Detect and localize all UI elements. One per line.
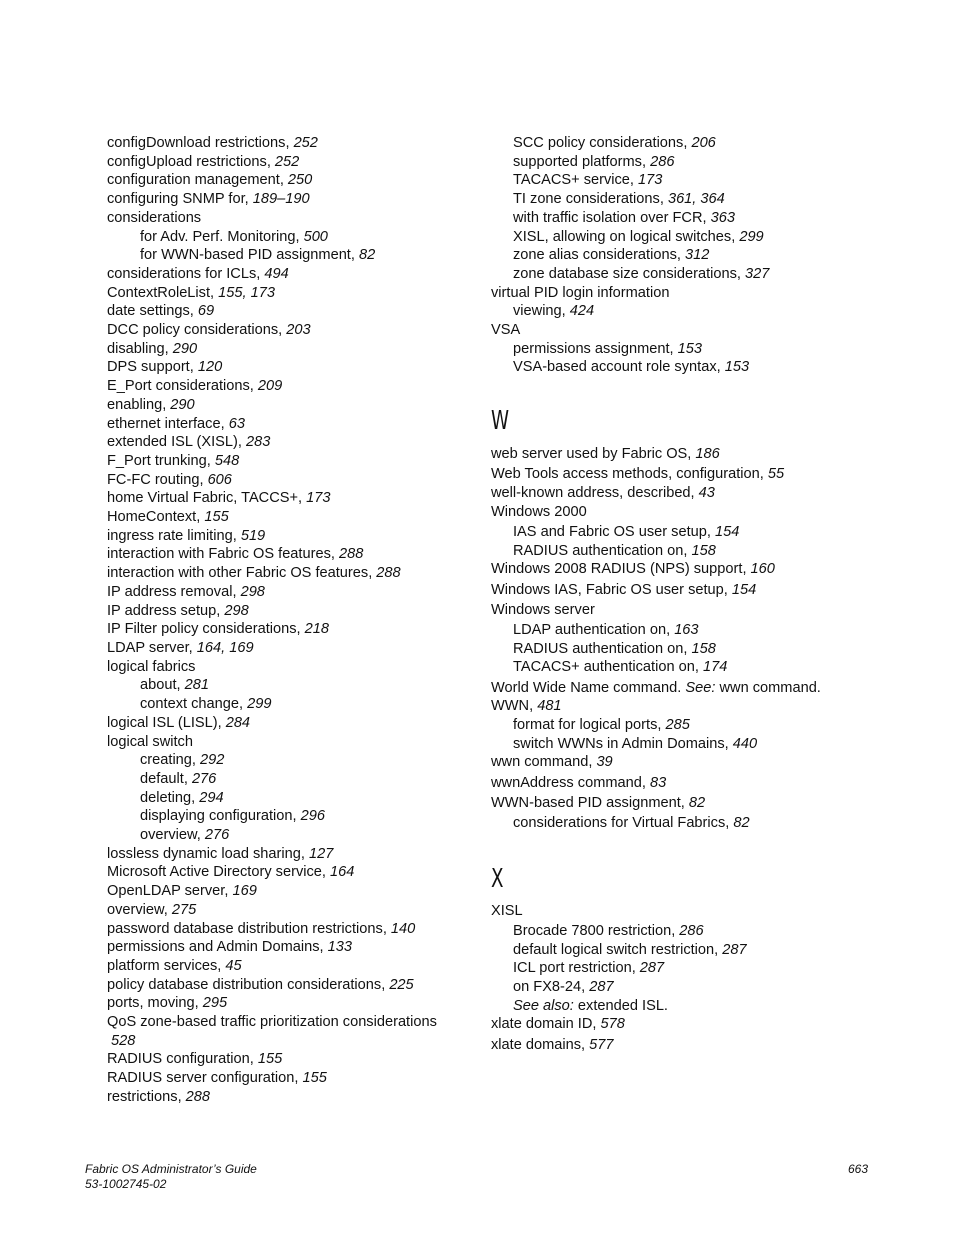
index-term: extended ISL (XISL)	[107, 434, 238, 451]
index-term: SCC policy considerations	[513, 135, 684, 151]
section-x-entries	[491, 902, 841, 1055]
index-page-reference: 276	[204, 827, 230, 844]
index-page-reference: 153	[677, 340, 703, 357]
index-term: for Adv. Perf. Monitoring	[140, 228, 296, 245]
index-page-reference: 154	[731, 581, 757, 598]
index-entry: E_Port considerations, 209	[107, 378, 283, 395]
index-entry: IP address removal, 298	[107, 583, 265, 600]
index-subentry: XISL, allowing on logical switches, 299	[513, 228, 764, 245]
index-page-reference: 286	[679, 922, 704, 939]
index-entry	[491, 902, 841, 921]
index-term: LDAP authentication on	[513, 621, 667, 638]
index-entry: extended ISL (XISL), 283	[107, 434, 271, 451]
index-page-reference: 120	[197, 359, 223, 376]
index-entry: interaction with Fabric OS features, 288	[107, 546, 364, 563]
index-page-reference: 361, 364	[667, 191, 725, 208]
index-term: policy database distribution considerations	[107, 976, 382, 993]
index-page-reference: 140	[390, 920, 416, 937]
index-subentry: ICL port restriction, 287	[513, 960, 665, 977]
index-page-reference: 69	[197, 303, 215, 320]
index-entry: well-known address, described, 43	[491, 485, 715, 502]
index-page-reference: 252	[293, 135, 318, 151]
index-term: lossless dynamic load sharing	[107, 845, 301, 862]
index-term: enabling	[107, 396, 163, 413]
index-subentry: TI zone considerations, 361, 364	[513, 191, 725, 208]
index-subentry: format for logical ports, 285	[513, 716, 690, 733]
index-page-reference: 288	[338, 546, 364, 563]
index-term: considerations for Virtual Fabrics	[513, 815, 726, 831]
index-term: XISL, allowing on logical switches	[513, 228, 732, 245]
index-subentry	[491, 997, 841, 1016]
index-page-reference: 295	[202, 995, 228, 1012]
index-term: logical fabrics	[107, 658, 196, 675]
index-page-reference: 299	[247, 696, 272, 713]
index-term: F_Port trunking	[107, 452, 207, 469]
index-page-reference: 290	[170, 396, 195, 413]
index-page-reference: 153	[724, 359, 750, 376]
index-term: default logical switch restriction	[513, 941, 715, 958]
index-page-reference: 127	[308, 845, 334, 862]
index-page-reference: 299	[739, 228, 764, 245]
index-page-reference: 133	[327, 939, 352, 956]
index-entry: F_Port trunking, 548	[107, 452, 240, 469]
index-entry: IP Filter policy considerations, 218	[107, 621, 330, 638]
index-term: deleting	[140, 789, 192, 806]
index-term: HomeContext	[107, 509, 197, 526]
index-entry: DCC policy considerations, 203	[107, 322, 311, 339]
see-reference-label: See:	[685, 679, 716, 696]
index-entry: Windows 2008 RADIUS (NPS) support, 160	[491, 561, 775, 578]
index-term: E_Port considerations	[107, 378, 250, 395]
index-term: RADIUS authentication on	[513, 640, 684, 657]
index-term: wwnAddress command	[491, 774, 642, 791]
index-entry	[491, 503, 841, 522]
index-entry: RADIUS configuration, 155	[107, 1051, 283, 1068]
index-entry: DPS support, 120	[107, 359, 223, 376]
index-column-right	[491, 134, 841, 1054]
index-page-reference: 284	[225, 714, 251, 731]
index-entry: ports, moving, 295	[107, 995, 228, 1012]
index-page-reference: 186	[695, 446, 720, 463]
index-term: OpenLDAP server	[107, 883, 225, 900]
index-page-reference: 155	[257, 1051, 283, 1068]
index-entry: interaction with other Fabric OS features, 288	[107, 565, 401, 582]
index-term: XISL	[491, 902, 523, 919]
index-entry: RADIUS server configuration, 155	[107, 1070, 327, 1087]
index-term: Windows server	[491, 601, 595, 618]
index-term: QoS zone-based traffic prioritization considerations	[107, 1014, 437, 1031]
index-term: WWN	[491, 698, 530, 715]
index-subentry: supported platforms, 286	[513, 153, 675, 170]
index-page-reference: 294	[199, 789, 224, 806]
index-page-reference: 218	[304, 621, 330, 638]
index-entry: logical ISL (LISL), 284	[107, 714, 251, 731]
index-page-reference: 500	[303, 228, 328, 245]
index-term: IP address removal	[107, 583, 233, 600]
index-term: IP address setup	[107, 602, 217, 619]
index-page-reference: 55	[767, 466, 785, 483]
index-entry	[107, 209, 457, 228]
footer-guide-title: Fabric OS Administrator’s Guide	[85, 1162, 257, 1176]
index-term: context change	[140, 696, 239, 713]
index-page-reference: 298	[240, 583, 265, 600]
index-entry	[107, 658, 457, 677]
index-page-reference: 155, 173	[218, 284, 275, 301]
index-entry: WWN-based PID assignment, 82	[491, 794, 706, 811]
index-term: ethernet interface	[107, 415, 221, 432]
index-term: RADIUS configuration	[107, 1051, 250, 1068]
index-entry	[107, 1032, 457, 1051]
index-page-reference: 82	[688, 794, 706, 811]
index-page-reference: 43	[698, 485, 715, 502]
index-entry: restrictions, 288	[107, 1088, 211, 1105]
index-term: platform services	[107, 957, 218, 974]
index-term: VSA	[491, 322, 521, 339]
section-w-entries	[491, 445, 841, 833]
index-term: configDownload restrictions	[107, 135, 286, 151]
index-page-reference: 83	[649, 774, 667, 791]
index-term: zone database size considerations	[513, 265, 737, 282]
index-continued-entries	[491, 134, 841, 377]
index-entry	[107, 1013, 457, 1032]
index-term: IAS and Fabric OS user setup	[513, 523, 707, 540]
index-subentry: about, 281	[140, 677, 209, 694]
index-entry	[491, 601, 841, 620]
index-term: TACACS+ service	[513, 172, 630, 189]
index-subentry: for WWN-based PID assignment, 82	[140, 247, 376, 264]
index-entry: disabling, 290	[107, 340, 198, 357]
index-page-reference: 424	[569, 303, 595, 320]
index-term: format for logical ports	[513, 716, 658, 733]
index-subentry: switch WWNs in Admin Domains, 440	[513, 735, 758, 752]
index-page-reference: 494	[264, 265, 289, 282]
index-entry: HomeContext, 155	[107, 509, 229, 526]
index-entry: permissions and Admin Domains, 133	[107, 939, 352, 956]
index-entry: ingress rate limiting, 519	[107, 527, 266, 544]
index-page-reference: 82	[358, 247, 376, 264]
index-term: configuring SNMP for	[107, 191, 245, 208]
index-entry: password database distribution restrictions, 140	[107, 920, 416, 937]
index-subentry: creating, 292	[140, 752, 225, 769]
index-page-reference: 298	[224, 602, 249, 619]
index-page-reference: 287	[589, 979, 614, 996]
index-term: DPS support	[107, 359, 190, 376]
index-page-reference: 519	[240, 527, 266, 544]
index-entry: configuring SNMP for, 189–190	[107, 191, 310, 208]
index-term: RADIUS server configuration	[107, 1070, 295, 1087]
index-term: FC-FC routing	[107, 471, 200, 488]
index-term: DCC policy considerations	[107, 322, 279, 339]
index-entry: Microsoft Active Directory service, 164	[107, 864, 355, 881]
index-page-reference: 276	[191, 770, 217, 787]
index-term: ICL port restriction	[513, 960, 632, 977]
index-entry: overview, 275	[107, 901, 197, 918]
index-page-reference: 312	[684, 247, 710, 264]
index-term: LDAP server	[107, 639, 189, 656]
index-subentry: context change, 299	[140, 696, 272, 713]
index-subentry: for Adv. Perf. Monitoring, 500	[140, 228, 328, 245]
index-subentry: viewing, 424	[513, 303, 595, 320]
index-page-reference: 283	[246, 434, 271, 451]
index-term: Brocade 7800 restriction	[513, 922, 672, 939]
index-term: VSA-based account role syntax	[513, 359, 717, 376]
index-term: considerations	[107, 209, 202, 226]
index-entry	[491, 284, 841, 303]
index-term: xlate domains	[491, 1036, 582, 1053]
index-entry: configuration management, 250	[107, 172, 313, 189]
index-term: ContextRoleList	[107, 284, 211, 301]
index-page-reference: 548	[214, 452, 240, 469]
index-term: wwn command	[491, 754, 589, 771]
page-footer-left	[85, 1162, 257, 1192]
index-entry: xlate domain ID, 578	[491, 1016, 625, 1033]
see-reference-target: extended ISL.	[577, 997, 668, 1014]
index-term: Web Tools access methods, configuration	[491, 466, 760, 483]
index-term: overview	[107, 901, 164, 918]
section-letter-x: X	[491, 863, 504, 894]
index-term: about	[140, 677, 177, 694]
index-page-reference: 63	[228, 415, 245, 432]
index-term: WWN-based PID assignment	[491, 794, 681, 811]
index-subentry: LDAP authentication on, 163	[513, 621, 699, 638]
index-term: password database distribution restrictions	[107, 920, 383, 937]
index-page-reference: 160	[750, 561, 775, 578]
index-term: well-known address, described	[491, 485, 691, 502]
index-page-reference: 285	[665, 716, 690, 733]
index-term: interaction with other Fabric OS features	[107, 565, 369, 582]
index-term: TI zone considerations	[513, 191, 660, 208]
index-subentry: TACACS+ service, 173	[513, 172, 663, 189]
index-entry: policy database distribution considerations, 225	[107, 976, 414, 993]
index-entry	[491, 321, 841, 340]
index-page-reference: 82	[733, 815, 750, 831]
index-term: switch WWNs in Admin Domains	[513, 735, 725, 752]
index-entry: ethernet interface, 63	[107, 415, 245, 432]
index-entry: wwn command, 39	[491, 754, 613, 771]
index-term: Microsoft Active Directory service	[107, 864, 322, 881]
index-page-reference: 206	[691, 135, 716, 151]
index-page-reference: 292	[200, 752, 225, 769]
index-page-reference: 528	[111, 1032, 136, 1049]
index-term: on FX8-24	[513, 979, 582, 996]
index-entry: FC-FC routing, 606	[107, 471, 232, 488]
index-term: disabling	[107, 340, 165, 357]
index-term: interaction with Fabric OS features	[107, 546, 331, 563]
index-term: permissions assignment	[513, 340, 670, 357]
index-entry: IP address setup, 298	[107, 602, 249, 619]
index-page-reference: 173	[306, 490, 331, 507]
index-subentry: with traffic isolation over FCR, 363	[513, 209, 735, 226]
index-page-reference: 363	[710, 209, 735, 226]
index-term: World Wide Name command.	[491, 679, 682, 696]
index-page-reference: 154	[714, 523, 740, 540]
index-entry: configDownload restrictions, 252	[107, 135, 318, 151]
index-subentry: default, 276	[140, 770, 217, 787]
index-subentry: TACACS+ authentication on, 174	[513, 659, 728, 676]
index-term: zone alias considerations	[513, 247, 677, 264]
index-term: viewing	[513, 303, 562, 320]
index-page-reference: 174	[702, 659, 728, 676]
index-page-reference: 158	[691, 542, 716, 559]
index-term: supported platforms	[513, 153, 642, 170]
index-entry: date settings, 69	[107, 303, 215, 320]
footer-doc-number: 53-1002745-02	[85, 1177, 167, 1191]
index-term: TACACS+ authentication on	[513, 659, 695, 676]
index-subentry: IAS and Fabric OS user setup, 154	[513, 523, 740, 540]
index-entry: ContextRoleList, 155, 173	[107, 284, 275, 301]
index-page-reference: 45	[225, 957, 242, 974]
section-letter-w: W	[491, 406, 510, 437]
index-page-reference: 164	[330, 864, 355, 881]
index-term: web server used by Fabric OS	[491, 446, 688, 463]
index-subentry: default logical switch restriction, 287	[513, 941, 747, 958]
index-entry: platform services, 45	[107, 957, 242, 974]
index-page-reference: 286	[650, 153, 675, 170]
index-term: restrictions	[107, 1088, 178, 1105]
index-column-left	[107, 134, 457, 1107]
index-page-reference: 189–190	[252, 191, 310, 208]
index-term: Windows IAS, Fabric OS user setup	[491, 581, 724, 598]
index-page-reference: 169	[232, 883, 257, 900]
index-entry: lossless dynamic load sharing, 127	[107, 845, 334, 862]
index-entry: xlate domains, 577	[491, 1036, 614, 1053]
index-subentry: VSA-based account role syntax, 153	[513, 359, 750, 376]
index-page-reference: 252	[274, 153, 300, 170]
index-entry: configUpload restrictions, 252	[107, 153, 300, 170]
index-term: for WWN-based PID assignment	[140, 247, 351, 264]
index-page-reference: 288	[185, 1088, 211, 1105]
index-page-reference: 281	[184, 677, 209, 694]
index-subentry: displaying configuration, 296	[140, 808, 325, 825]
index-subentry: Brocade 7800 restriction, 286	[513, 922, 704, 939]
index-page-reference: 275	[171, 901, 197, 918]
index-term: RADIUS authentication on	[513, 542, 684, 559]
index-page-reference: 296	[300, 808, 325, 825]
index-term: creating	[140, 752, 192, 769]
footer-page-number: 663	[848, 1162, 869, 1176]
index-subentry: zone alias considerations, 312	[513, 247, 710, 264]
index-term: IP Filter policy considerations	[107, 621, 297, 638]
index-term: logical switch	[107, 733, 193, 750]
index-term: xlate domain ID	[491, 1016, 593, 1033]
index-term: displaying configuration	[140, 808, 293, 825]
index-page-reference: 440	[732, 735, 758, 752]
index-term: date settings	[107, 303, 190, 320]
index-entry: enabling, 290	[107, 396, 195, 413]
index-subentry: permissions assignment, 153	[513, 340, 703, 357]
index-entry: OpenLDAP server, 169	[107, 883, 257, 900]
index-term: considerations for ICLs	[107, 265, 257, 282]
see-reference-label: See also:	[513, 997, 574, 1014]
index-page-reference: 327	[745, 265, 770, 282]
index-subentry: considerations for Virtual Fabrics, 82	[513, 815, 750, 831]
index-term: configuration management	[107, 172, 280, 189]
index-term: ingress rate limiting	[107, 527, 233, 544]
index-page-reference: 163	[674, 621, 699, 638]
index-entry: LDAP server, 164, 169	[107, 639, 254, 656]
index-entry: wwnAddress command, 83	[491, 774, 667, 791]
index-page-reference: 481	[537, 698, 562, 715]
index-subentry: RADIUS authentication on, 158	[513, 542, 716, 559]
index-page-reference: 290	[172, 340, 198, 357]
index-page-reference: 577	[589, 1036, 614, 1053]
see-reference-target: wwn command.	[719, 679, 821, 696]
index-term: overview	[140, 827, 197, 844]
index-page-reference: 225	[389, 976, 414, 993]
index-page-reference: 606	[207, 471, 232, 488]
index-entry	[107, 733, 457, 752]
index-entry: home Virtual Fabric, TACCS+, 173	[107, 490, 331, 507]
index-entry: web server used by Fabric OS, 186	[491, 446, 720, 463]
index-page-reference: 203	[286, 322, 311, 339]
index-subentry: deleting, 294	[140, 789, 224, 806]
index-page-reference: 39	[596, 754, 613, 771]
index-page-reference: 288	[376, 565, 401, 582]
index-term: configUpload restrictions	[107, 153, 267, 170]
index-subentry: zone database size considerations, 327	[513, 265, 770, 282]
index-subentry: RADIUS authentication on, 158	[513, 640, 716, 657]
index-page-reference: 578	[600, 1016, 625, 1033]
index-subentry: SCC policy considerations, 206	[513, 135, 716, 151]
index-term: logical ISL (LISL)	[107, 714, 218, 731]
index-page-reference: 173	[638, 172, 663, 189]
index-term: virtual PID login information	[491, 284, 670, 301]
index-term: permissions and Admin Domains	[107, 939, 320, 956]
index-term: home Virtual Fabric, TACCS+	[107, 490, 299, 507]
index-entry: WWN, 481	[491, 698, 562, 715]
index-term: ports, moving	[107, 995, 195, 1012]
index-entry: Windows IAS, Fabric OS user setup, 154	[491, 581, 757, 598]
index-subentry: overview, 276	[140, 827, 230, 844]
index-entry: Web Tools access methods, configuration, 55	[491, 466, 785, 483]
index-term: default	[140, 770, 184, 787]
index-entry	[491, 679, 841, 698]
index-page-reference: 287	[722, 941, 747, 958]
index-page-reference: 155	[302, 1070, 327, 1087]
index-page-reference: 155	[204, 509, 229, 526]
index-page-reference: 164, 169	[196, 639, 254, 656]
index-page-reference: 209	[257, 378, 283, 395]
index-page-reference: 250	[287, 172, 313, 189]
index-page-reference: 158	[691, 640, 716, 657]
index-term: Windows 2000	[491, 503, 587, 520]
index-term: with traffic isolation over FCR	[513, 209, 703, 226]
index-page-reference: 287	[639, 960, 665, 977]
index-subentry: on FX8-24, 287	[513, 979, 614, 996]
index-term: Windows 2008 RADIUS (NPS) support	[491, 561, 743, 578]
index-entry: considerations for ICLs, 494	[107, 265, 289, 282]
